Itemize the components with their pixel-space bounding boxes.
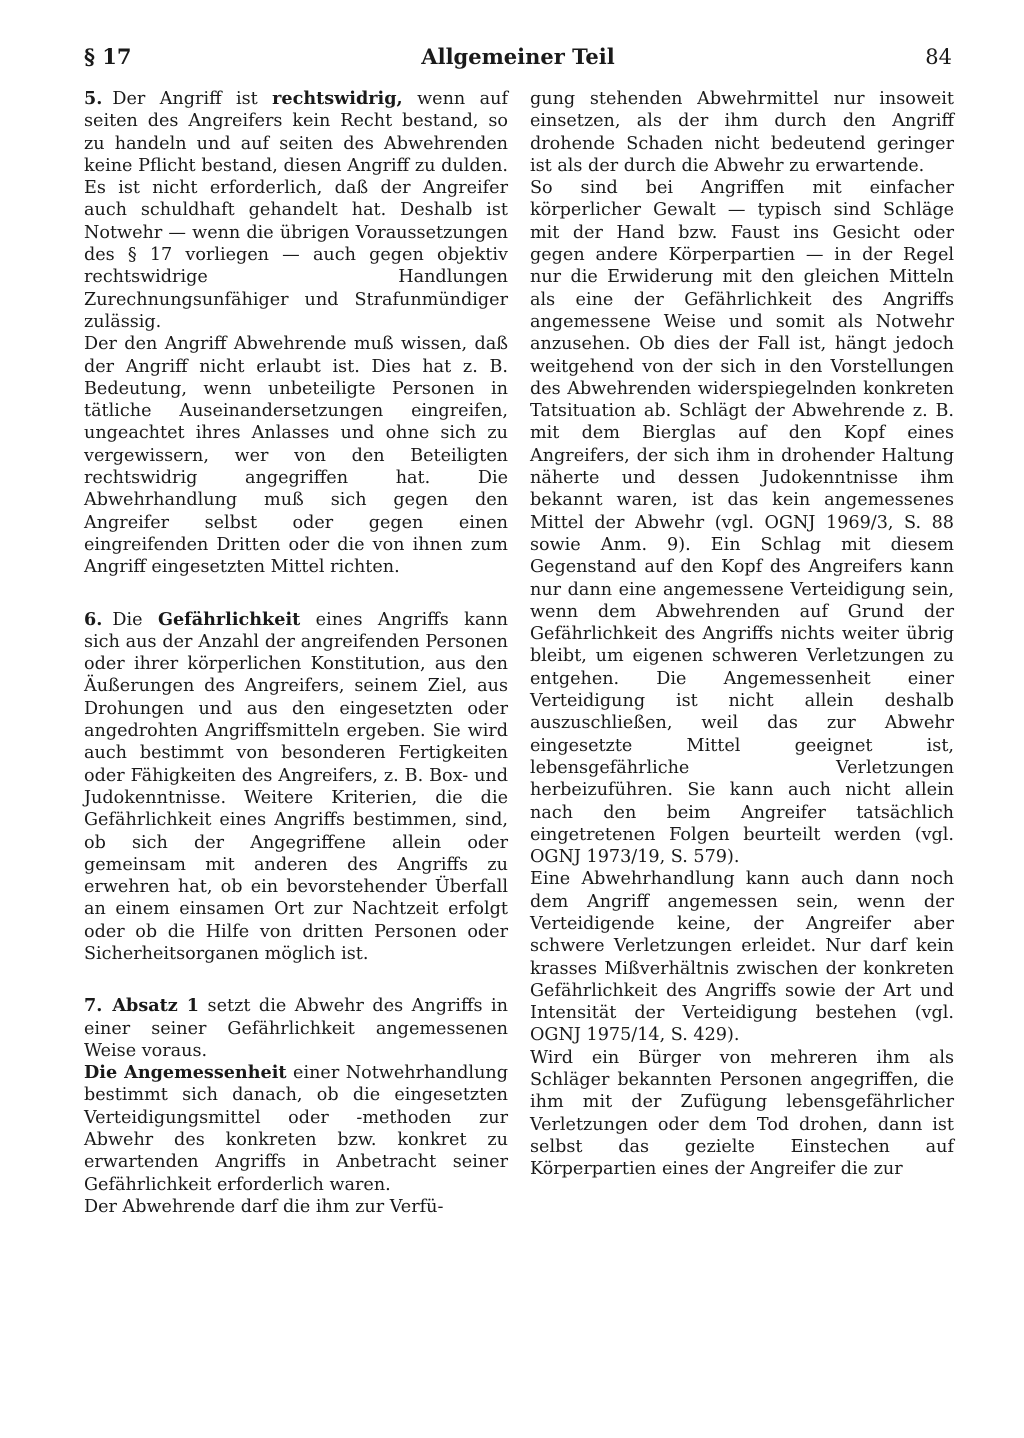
paragraph-number: 7. <box>84 995 103 1017</box>
left-column <box>84 88 508 1218</box>
paragraph-multiple-attackers: Wird ein Bürger von mehreren ihm als Schläger bekannten Personen angegriffen, die ihm mit der Zufügung lebensgefährlicher Verletzungen oder dem Tod drohen, dann ist selbst das gezielte Einstechen auf Körperpartien eines der Angreifer die zur <box>530 1047 954 1180</box>
bold-term: rechtswidrig, <box>272 88 403 109</box>
paragraph-text: eines Angriffs kann sich aus der Anzahl der angreifenden Personen oder ihrer körperlichen Konstitution, aus den Äußerungen des Angreifers, seinem Ziel, aus Drohungen und aus den eingesetzten oder angedrohten Angriffsmitteln ergeben. Sie wird auch bestimmt von besonderen Fertigkeiten oder Fähigkeiten des Angreifers, z. B. Box- und Judokenntnisse. Weitere Kriterien, die die Gefährlichkeit eines Angriffs bestimmen, sind, ob sich der Angegriffene allein oder gemeinsam mit anderen des Angriffs zu erwehren hat, ob ein bevorstehender Überfall an einem einsamen Ort zur Nachtzeit erfolgt oder ob die Hilfe von dritten Personen oder Sicherheitsorganen möglich ist. <box>84 609 508 964</box>
paragraph-6 <box>84 609 508 966</box>
bold-term: Absatz 1 <box>112 995 200 1017</box>
paragraph-text: Die <box>112 609 158 630</box>
paragraph-proportionality: Eine Abwehrhandlung kann auch dann noch dem Angriff angemessen sein, wenn der Verteidigende keine, der Angreifer aber schwere Verletzungen erleidet. Nur darf kein krasses Mißverhältnis zwischen der konkreten Gefährlichkeit des Angriffs sowie der Art und Intensität der Verteidigung bestehen (vgl. OGNJ 1975/14, S. 429). <box>530 869 954 1046</box>
paragraph-text: setzt die Abwehr des Angriffs in einer seiner Gefährlichkeit angemessenen Weise voraus. <box>84 996 508 1061</box>
paragraph-text: wenn auf seiten des Angreifers kein Recht bestand, so zu handeln und auf seiten des Abwehrenden keine Pflicht bestand, diesen Angriff zu dulden. Es ist nicht erforderlich, daß der Angreifer auch schuldhaft gehandelt hat. Deshalb ist Notwehr — wenn die übrigen Voraussetzungen des § 17 vorliegen — auch gegen objektiv rechtswidrige Handlungen Zurechnungsunfähiger und Strafunmündiger zulässig. <box>84 89 508 332</box>
paragraph-5 <box>84 88 508 333</box>
page-header <box>84 40 952 74</box>
running-title: Allgemeiner Teil <box>421 44 615 69</box>
bold-term: Die Angemessenheit <box>84 1062 287 1084</box>
paragraph-number: 6. <box>84 608 103 630</box>
paragraph-text: einer Notwehrhandlung bestimmt sich danach, ob die eingesetzten Verteidigungsmittel oder -methoden zur Abwehr des konkreten bzw. konkret zu erwartenden Angriffs in Anbetracht seiner Gefährlichkeit erforderlich waren. <box>84 1063 508 1195</box>
paragraph-7-continued: Der Abwehrende darf die ihm zur Verfü- <box>84 1196 444 1217</box>
paragraph-7 <box>84 995 508 1062</box>
paragraph-continuation: gung stehenden Abwehrmittel nur insoweit einsetzen, als der ihm durch den Angriff drohende Schaden nicht bedeutend geringer ist als der durch die Abwehr zu erwartende. <box>530 89 954 176</box>
bold-term: Gefährlichkeit <box>157 608 301 630</box>
section-mark: § 17 <box>84 44 132 69</box>
page-number: 84 <box>925 45 952 69</box>
paragraph-examples: So sind bei Angriffen mit einfacher körperlicher Gewalt — typisch sind Schläge mit der Hand bzw. Faust ins Gesicht oder gegen andere Körperpartien — in der Regel nur die Erwiderung mit den gleichen Mitteln als eine der Gefährlichkeit des Angriffs angemessene Weise und somit als Notwehr anzusehen. Ob dies der Fall ist, hängt jedoch weitgehend von der sich in den Vorstellungen des Abwehrenden widerspiegelnden konkreten Tatsituation ab. Schlägt der Abwehrende z. B. mit dem Bierglas auf den Kopf eines Angreifers, der sich ihm in drohender Haltung näherte und dessen Judokenntnisse ihm bekannt waren, ist das kein angemessenes Mittel der Abwehr (vgl. OGNJ 1969/3, S. 88 sowie Anm. 9). Ein Schlag mit diesem Gegenstand auf den Kopf des Angreifers kann nur dann eine angemessene Verteidigung sein, wenn dem Abwehrenden auf Grund der Gefährlichkeit des Angriffs nichts weiter übrig bleibt, um eigenen schweren Verletzungen zu entgehen. Die Angemessenheit einer Verteidigung ist nicht allein deshalb auszuschließen, weil das zur Abwehr eingesetzte Mittel geeignet ist, lebensgefährliche Verletzungen herbeizuführen. Sie kann auch nicht allein nach den beim Angreifer tatsächlich eingetretenen Folgen beurteilt werden (vgl. OGNJ 1973/19, S. 579). <box>530 178 954 868</box>
paragraph-number: 5. <box>84 88 103 109</box>
right-column <box>530 88 954 1181</box>
paragraph-5-continued: Der den Angriff Abwehrende muß wissen, daß der Angriff nicht erlaubt ist. Dies hat z. B. Bedeutung, wenn unbeteiligte Personen in tätliche Auseinandersetzungen eingreifen, ungeachtet ihres Anlasses und ohne sich zu vergewissern, wer von den Beteiligten rechtswidrig angegriffen hat. Die Abwehrhandlung muß sich gegen den Angreifer selbst oder gegen einen eingreifenden Dritten oder die von ihnen zum Angriff eingesetzten Mittel richten. <box>84 334 508 578</box>
paragraph-text: Der Angriff ist <box>112 89 273 109</box>
paragraph-7-angemessenheit <box>84 1062 508 1196</box>
